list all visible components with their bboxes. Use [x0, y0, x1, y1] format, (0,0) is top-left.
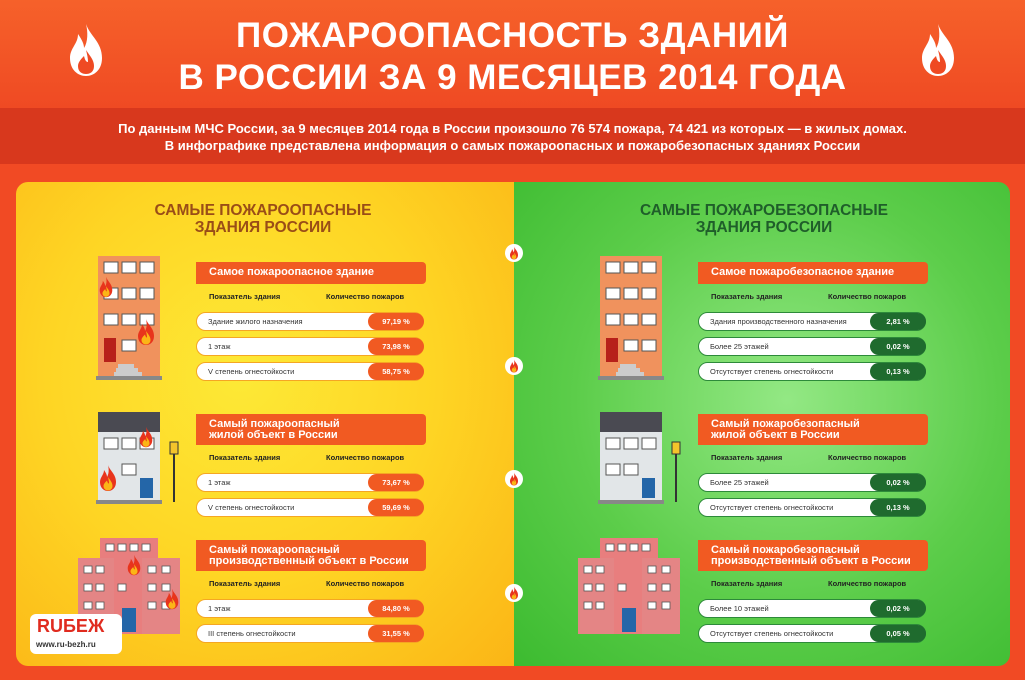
block-header [698, 414, 928, 445]
header [0, 0, 1025, 108]
column-label-fires: Количество пожаров [326, 579, 405, 588]
column-label-indicator: Показатель здания [209, 292, 281, 301]
stat-row [196, 362, 426, 381]
building-illustration [576, 538, 682, 634]
stat-row [698, 599, 928, 618]
block-header-line-2: производственный объект в России [711, 555, 911, 567]
block-header-line-2: жилой объект в России [209, 429, 338, 441]
stat-row [698, 624, 928, 643]
block-columns [196, 290, 426, 306]
stat-value: 58,75 % [368, 363, 424, 380]
building-illustration [96, 256, 162, 380]
dangerous-block-residential [196, 414, 426, 517]
stat-value: 2,81 % [870, 313, 926, 330]
column-label-fires: Количество пожаров [828, 453, 907, 462]
block-header-line-1: Самый пожароопасный [209, 418, 340, 430]
title-line-1: ПОЖАРООПАСНОСТЬ ЗДАНИЙ [236, 16, 789, 55]
subtitle-line-1: По данным МЧС России, за 9 месяцев 2014 года в России произошло 76 574 пожара, 74 421 из которых — в жилых домах. [118, 121, 907, 136]
column-label-fires: Количество пожаров [828, 579, 907, 588]
flame-icon [505, 470, 523, 488]
block-columns [196, 451, 426, 467]
title-line-2: В РОССИИ ЗА 9 МЕСЯЦЕВ 2014 ГОДА [178, 58, 847, 97]
building-illustration [96, 412, 196, 504]
dangerous-title [133, 202, 393, 236]
subtitle-line-2: В инфографике представлена информация о самых пожароопасных и пожаробезопасных зданиях России [164, 138, 861, 153]
stat-value: 73,98 % [368, 338, 424, 355]
column-label-indicator: Показатель здания [711, 292, 783, 301]
safe-title-line-2: ЗДАНИЯ РОССИИ [695, 219, 833, 236]
stat-label: III степень огнестойкости [208, 629, 296, 638]
stat-row [698, 337, 928, 356]
dangerous-title-line-1: САМЫЕ ПОЖАРООПАСНЫЕ [154, 202, 372, 219]
block-header [196, 262, 426, 284]
stat-row [196, 498, 426, 517]
stat-label: 1 этаж [208, 604, 231, 613]
column-label-indicator: Показатель здания [711, 453, 783, 462]
stat-value: 0,13 % [870, 499, 926, 516]
block-header [196, 414, 426, 445]
stat-label: Здание жилого назначения [208, 317, 303, 326]
brand-name: RUБЕЖ [37, 616, 105, 636]
stat-row [698, 498, 928, 517]
stat-label: Более 25 этажей [710, 478, 769, 487]
stat-row [196, 624, 426, 643]
stat-label: Отсутствует степень огнестойкости [710, 367, 834, 376]
stat-label: 1 этаж [208, 342, 231, 351]
block-header-line-1: Самый пожаробезопасный [711, 544, 860, 556]
stat-label: 1 этаж [208, 478, 231, 487]
stat-value: 0,05 % [870, 625, 926, 642]
block-columns [698, 290, 928, 306]
building-illustration [598, 412, 698, 504]
block-columns [196, 577, 426, 593]
flame-icon [918, 22, 958, 78]
stat-value: 84,80 % [368, 600, 424, 617]
safe-title [634, 202, 894, 236]
stat-row [698, 362, 928, 381]
block-header [698, 540, 928, 571]
stat-value: 0,02 % [870, 474, 926, 491]
stat-label: V степень огнестойкости [208, 503, 295, 512]
stat-label: V степень огнестойкости [208, 367, 295, 376]
stat-value: 73,67 % [368, 474, 424, 491]
subtitle [0, 108, 1025, 164]
block-header [698, 262, 928, 284]
block-header-line-1: Самый пожаробезопасный [711, 418, 860, 430]
stat-row [196, 337, 426, 356]
block-header-line-1: Самый пожароопасный [209, 544, 340, 556]
stat-value: 97,19 % [368, 313, 424, 330]
stat-value: 0,13 % [870, 363, 926, 380]
column-label-fires: Количество пожаров [326, 292, 405, 301]
brand-logo[interactable] [30, 614, 122, 654]
safe-block-residential [698, 414, 928, 517]
brand-url: www.ru-bezh.ru [36, 640, 96, 649]
stat-label: Более 25 этажей [710, 342, 769, 351]
stat-label: Отсутствует степень огнестойкости [710, 629, 834, 638]
column-label-fires: Количество пожаров [828, 292, 907, 301]
stat-label: Отсутствует степень огнестойкости [710, 503, 834, 512]
building-illustration [598, 256, 664, 380]
dangerous-block-industrial [196, 540, 426, 643]
flame-icon [66, 22, 106, 78]
stat-row [196, 473, 426, 492]
block-columns [698, 451, 928, 467]
stat-row [698, 473, 928, 492]
block-header [196, 540, 426, 571]
safe-title-line-1: САМЫЕ ПОЖАРОБЕЗОПАСНЫЕ [639, 202, 888, 219]
stat-row [698, 312, 928, 331]
column-label-indicator: Показатель здания [209, 453, 281, 462]
column-label-indicator: Показатель здания [711, 579, 783, 588]
stat-value: 59,69 % [368, 499, 424, 516]
flame-icon [505, 244, 523, 262]
stat-value: 0,02 % [870, 338, 926, 355]
stat-label: Более 10 этажей [710, 604, 769, 613]
flame-icon [505, 584, 523, 602]
flame-icon [505, 357, 523, 375]
dangerous-panel [16, 182, 514, 666]
page-title [0, 0, 1025, 99]
block-header-line-2: жилой объект в России [711, 429, 840, 441]
dangerous-block-building [196, 262, 426, 381]
column-label-indicator: Показатель здания [209, 579, 281, 588]
stat-label: Здания производственного назначения [710, 317, 847, 326]
stat-row [196, 312, 426, 331]
block-header-line-1: Самое пожаробезопасное здание [711, 266, 895, 278]
block-columns [698, 577, 928, 593]
column-label-fires: Количество пожаров [326, 453, 405, 462]
block-header-line-2: производственный объект в России [209, 555, 409, 567]
safe-block-industrial [698, 540, 928, 643]
stat-value: 31,55 % [368, 625, 424, 642]
stat-value: 0,02 % [870, 600, 926, 617]
safe-panel [514, 182, 1010, 666]
block-header-line-1: Самое пожароопасное здание [209, 266, 375, 278]
safe-block-building [698, 262, 928, 381]
dangerous-title-line-2: ЗДАНИЯ РОССИИ [194, 219, 332, 236]
stat-row [196, 599, 426, 618]
